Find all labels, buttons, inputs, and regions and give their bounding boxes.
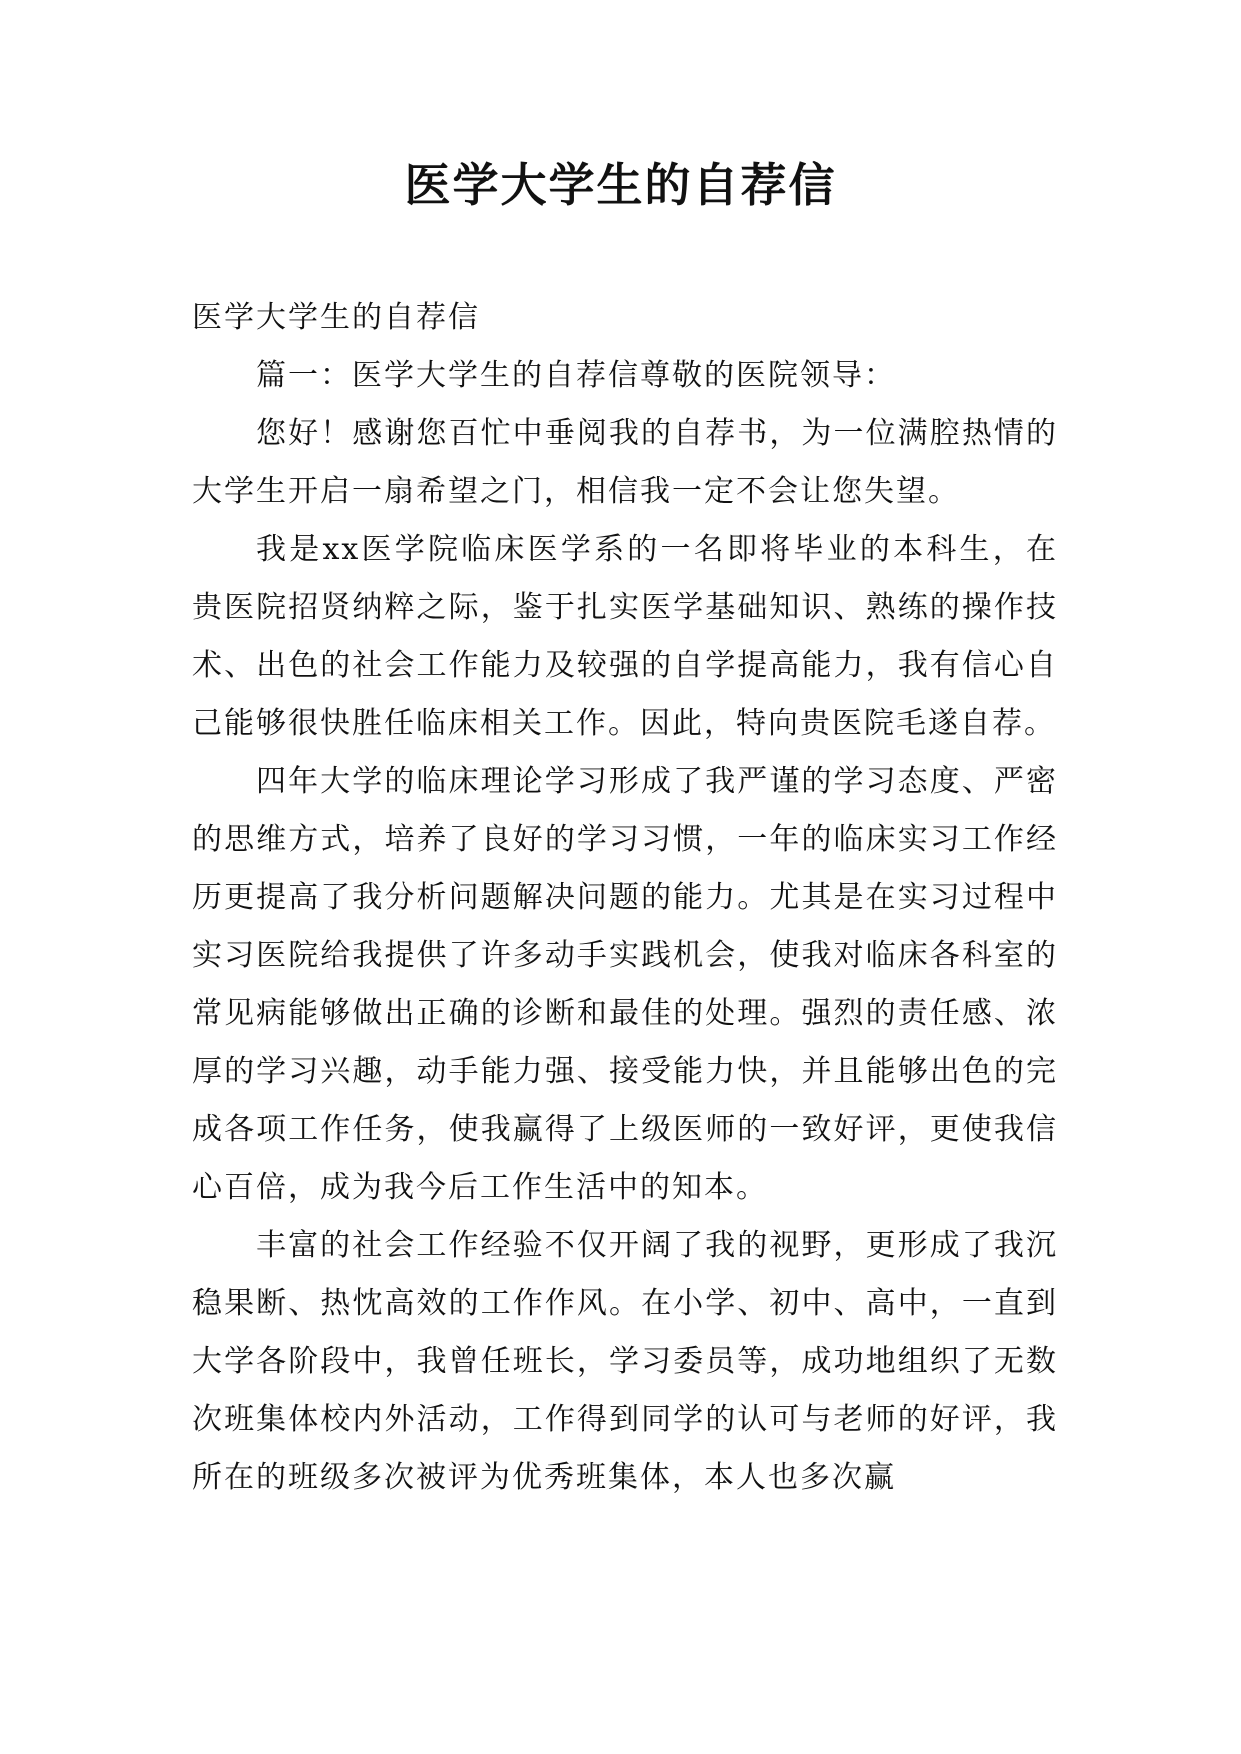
- document-body: [192, 289, 1058, 1507]
- paragraph-introduction: 我是xx医学院临床医学系的一名即将毕业的本科生，在贵医院招贤纳粹之际，鉴于扎实医学基础知识、熟练的操作技术、出色的社会工作能力及较强的自学提高能力，我有信心自己能够很快胜任临床相关工作。因此，特向贵医院毛遂自荐。: [192, 532, 1058, 741]
- document-subtitle: 医学大学生的自荐信: [192, 300, 480, 335]
- paragraph-experience: 丰富的社会工作经验不仅开阔了我的视野，更形成了我沉稳果断、热忱高效的工作作风。在小学、初中、高中，一直到大学各阶段中，我曾任班长，学习委员等，成功地组织了无数次班集体校内外活动，工作得到同学的认可与老师的好评，我所在的班级多次被评为优秀班集体，本人也多次赢: [192, 1228, 1058, 1495]
- paragraph-education: 四年大学的临床理论学习形成了我严谨的学习态度、严密的思维方式，培养了良好的学习习惯，一年的临床实习工作经历更提高了我分析问题解决问题的能力。尤其是在实习过程中实习医院给我提供了许多动手实践机会，使我对临床各科室的常见病能够做出正确的诊断和最佳的处理。强烈的责任感、浓厚的学习兴趣，动手能力强、接受能力快，并且能够出色的完成各项工作任务，使我赢得了上级医师的一致好评，更使我信心百倍，成为我今后工作生活中的知本。: [192, 764, 1058, 1205]
- paragraph-greeting-heading: 篇一：医学大学生的自荐信尊敬的医院领导：: [256, 358, 896, 393]
- document-title: 医学大学生的自荐信: [404, 158, 837, 212]
- paragraph-greeting: 您好！感谢您百忙中垂阅我的自荐书，为一位满腔热情的大学生开启一扇希望之门，相信我一定不会让您失望。: [192, 416, 1058, 509]
